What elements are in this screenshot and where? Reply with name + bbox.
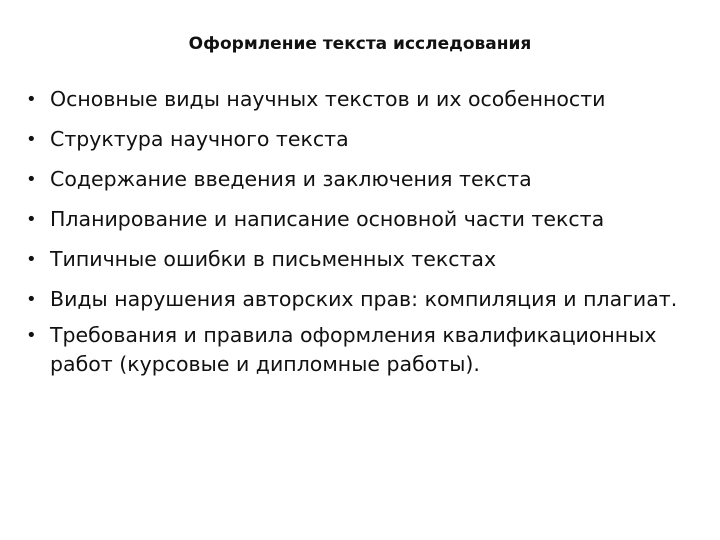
bullet-item <box>26 85 706 114</box>
bullet-text: Типичные ошибки в письменных текстах <box>50 247 497 271</box>
bullet-icon: • <box>26 129 37 150</box>
bullet-text: Виды нарушения авторских прав: компиляция и плагиат. <box>50 287 678 311</box>
bullet-text: Структура научного текста <box>50 127 349 151</box>
bullet-text: Требования и правила оформления квалификационных работ (курсовые и дипломные работы). <box>50 323 657 376</box>
bullet-text: Основные виды научных текстов и их особенности <box>50 87 606 111</box>
bullet-item <box>26 285 706 314</box>
bullet-icon: • <box>26 89 37 110</box>
bullet-icon: • <box>26 169 37 190</box>
slide-title: Оформление текста исследования <box>188 34 532 54</box>
bullet-item <box>26 205 706 234</box>
bullet-text: Планирование и написание основной части текста <box>50 207 605 231</box>
bullet-item <box>26 245 706 274</box>
bullet-icon: • <box>26 209 37 230</box>
bullet-icon: • <box>26 289 37 310</box>
bullet-text: Содержание введения и заключения текста <box>50 167 532 191</box>
bullet-item <box>26 321 706 379</box>
bullet-icon: • <box>26 325 37 346</box>
bullet-item <box>26 165 706 194</box>
bullet-icon: • <box>26 249 37 270</box>
bullet-list <box>26 85 706 386</box>
bullet-item <box>26 125 706 154</box>
